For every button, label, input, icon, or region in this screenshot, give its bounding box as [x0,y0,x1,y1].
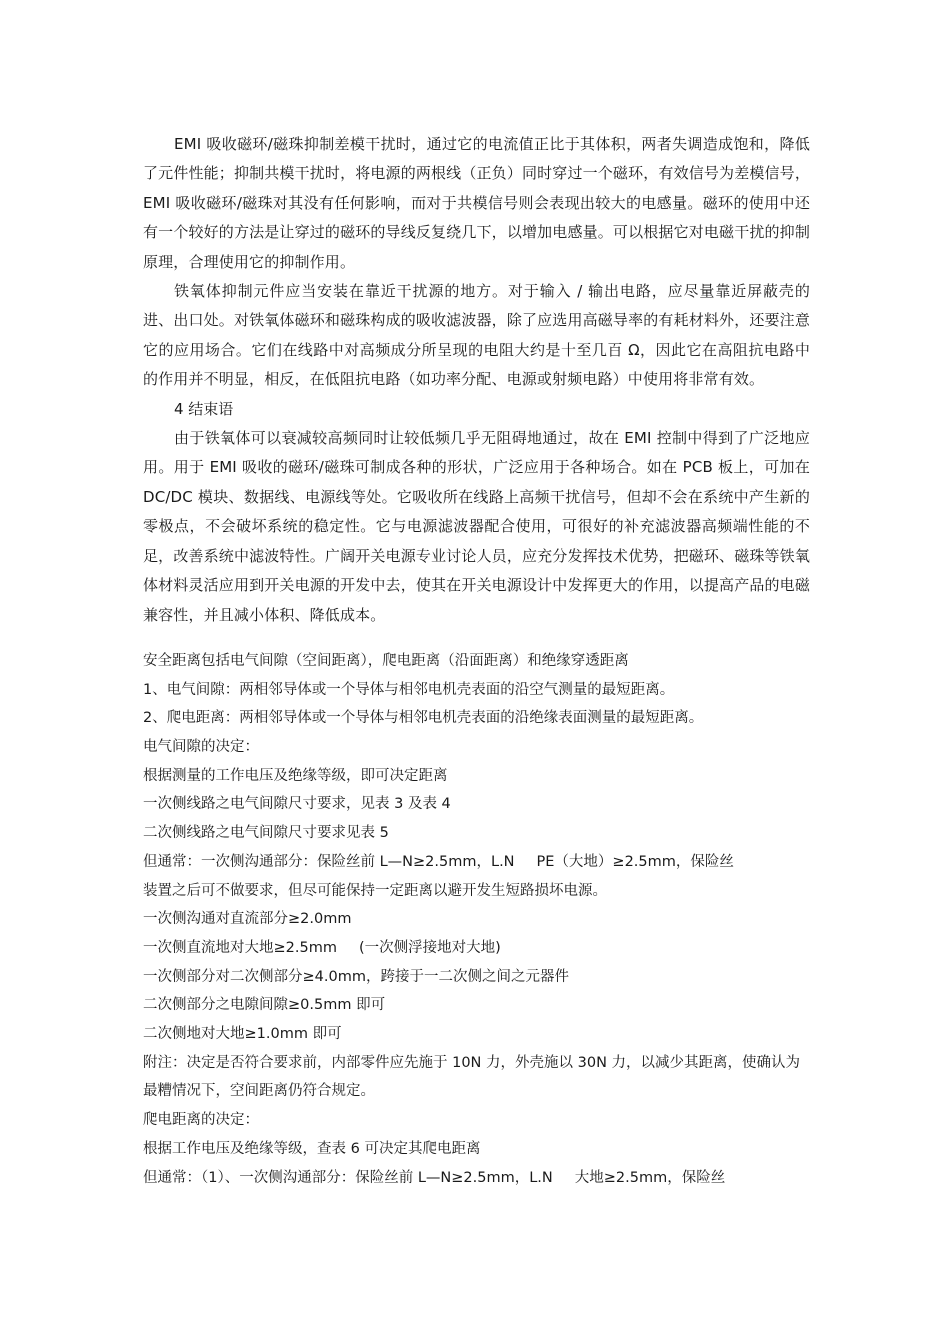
text-segment: 一次侧直流地对大地≥2.5mm [143,939,337,956]
line-primary-to-secondary: 一次侧部分对二次侧部分≥4.0mm，跨接于一二次侧之间之元器件 [143,968,569,985]
line-primary-ac-to-dc: 一次侧沟通对直流部分≥2.0mm [143,911,352,928]
text-segment: (一次侧浮接地对大地) [358,939,501,956]
line-secondary-gap: 二次侧部分之电隙间隙≥0.5mm 即可 [143,997,386,1014]
text-segment: 大地≥2.5mm，保险丝 [574,1169,726,1186]
paragraph-ferrite-installation: 铁氧体抑制元件应当安装在靠近干扰源的地方。对于输入 / 输出电路，应尽量靠近屏蔽壳的进、出口处。对铁氧体磁环和磁珠构成的吸收滤波器，除了应选用高磁导率的有耗材料外，还要注意它的应用场合。它们在线路中对高频成分所呈现的电阻大约是十至几百 Ω，因此它在高阻抗电路中的作用并不明显，相反，在低阻抗电路（如功率分配、电源或射频电路）中使用将非常有效。 [143,282,810,389]
line-clearance-determination: 电气间隙的决定： [143,739,259,756]
line-primary-dc-ground [143,934,810,963]
line-creepage-definition: 2、爬电距离：两相邻导体或一个导体与相邻电机壳表面的沿绝缘表面测量的最短距离。 [143,710,704,727]
text-segment: 但通常：（1）、一次侧沟通部分：保险丝前 L—N≥2.5mm，L.N [143,1169,553,1186]
paragraph-emi-absorption: EMI 吸收磁环/磁珠抑制差模干扰时，通过它的电流值正比于其体积，两者失调造成饱和，降低了元件性能；抑制共模干扰时，将电源的两根线（正负）同时穿过一个磁环，有效信号为差模信号，EMI 吸收磁环/磁珠对其没有任何影响，而对于共模信号则会表现出较大的电感量。磁环的使用中还有一个较好的方法是让穿过的磁环的导线反复绕几下，以增加电感量。可以根据它对电磁干扰的抑制原理，合理使用它的抑制作用。 [143,135,810,271]
text-segment: 但通常：一次侧沟通部分：保险丝前 L—N≥2.5mm，L.N [143,853,515,870]
line-creepage-by-table: 根据工作电压及绝缘等级，查表 6 可决定其爬电距离 [143,1140,481,1157]
text-segment: PE（大地）≥2.5mm，保险丝 [536,853,734,870]
line-safety-distance-intro: 安全距离包括电气间隙（空间距离），爬电距离（沿面距离）和绝缘穿透距离 [143,652,629,669]
line-secondary-ground: 二次侧地对大地≥1.0mm 即可 [143,1026,342,1043]
line-note: 附注：决定是否符合要求前，内部零件应先施于 10N 力，外壳施以 30N 力，以减少其距离，使确认为最糟情况下，空间距离仍符合规定。 [143,1054,801,1100]
line-primary-clearance: 一次侧线路之电气间隙尺寸要求，见表 3 及表 4 [143,796,451,813]
paragraph-conclusion: 由于铁氧体可以衰减较高频同时让较低频几乎无阻碍地通过，故在 EMI 控制中得到了广泛地应用。用于 EMI 吸收的磁环/磁珠可制成各种的形状，广泛应用于各种场合。如在 PCB 板上，可加在 DC/DC 模块、数据线、电源线等处。它吸收所在线路上高频干扰信号，但却不会在系统中产生新的零极点，不会破坏系统的稳定性。它与电源滤波器配合使用，可很好的补充滤波器高频端性能的不足，改善系统中滤波特性。广阔开关电源专业讨论人员，应充分发挥技术优势，把磁环、磁珠等铁氧体材料灵活应用到开关电源的开发中去，使其在开关电源设计中发挥更大的作用，以提高产品的电磁兼容性，并且减小体积、降低成本。 [143,429,810,624]
section-heading-conclusion: 4 结束语 [174,399,234,418]
line-clearance-by-voltage: 根据测量的工作电压及绝缘等级，即可决定距离 [143,767,448,784]
line-creepage-determination: 爬电距离的决定： [143,1112,259,1129]
line-secondary-clearance: 二次侧线路之电气间隙尺寸要求见表 5 [143,825,389,842]
section-gap [143,630,810,647]
line-usual-creepage [143,1164,810,1193]
line-usual-primary-ac [143,848,810,877]
line-after-fuse: 装置之后可不做要求，但尽可能保持一定距离以避开发生短路损坏电源。 [143,882,607,899]
line-clearance-definition: 1、电气间隙：两相邻导体或一个导体与相邻电机壳表面的沿空气测量的最短距离。 [143,681,675,698]
